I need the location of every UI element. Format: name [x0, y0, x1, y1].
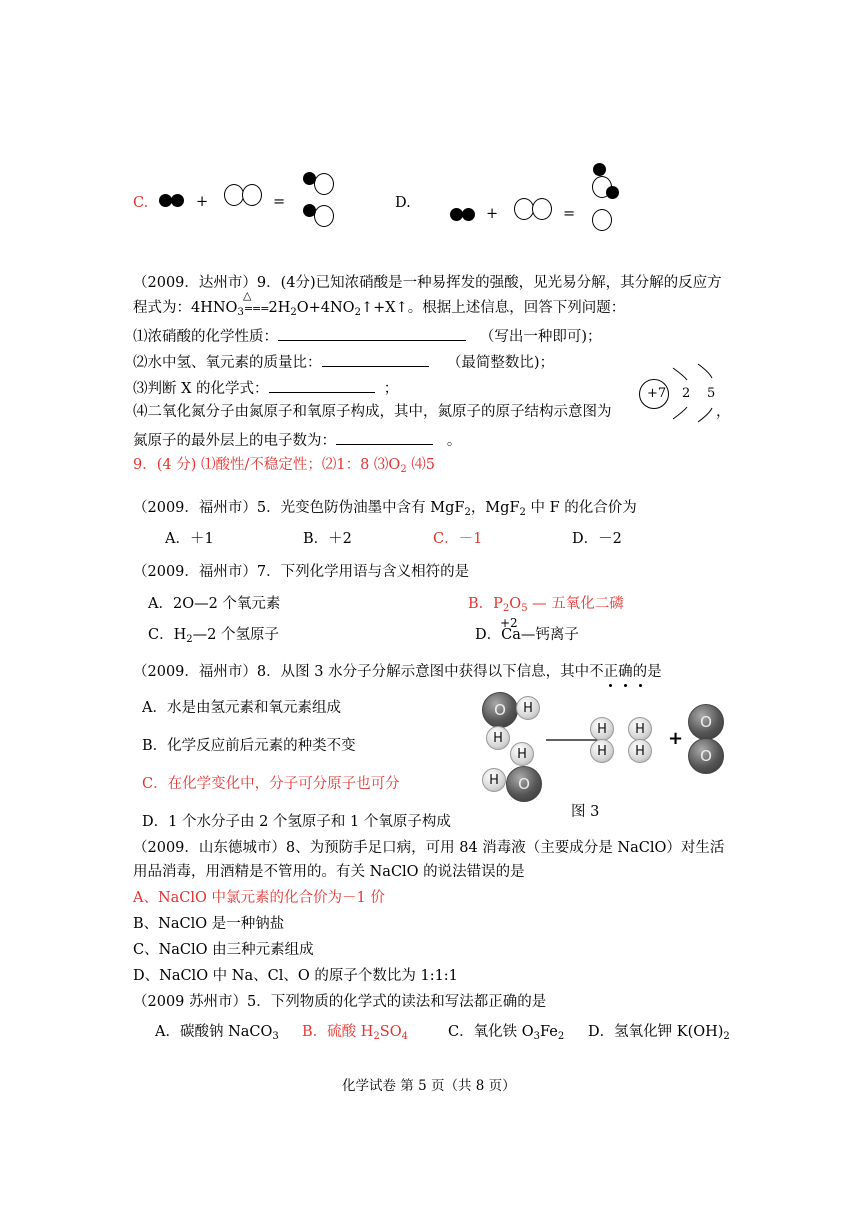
molecule-black-atom	[462, 208, 475, 221]
shell-1-electrons: 2	[682, 386, 691, 401]
molecule-open-atom	[592, 209, 612, 231]
option-a[interactable]: A．水是由氢元素和氧元素组成	[142, 700, 341, 716]
plus-sign: +	[668, 728, 684, 749]
nucleus-charge: +7	[647, 386, 667, 401]
molecule-open-atom	[514, 198, 534, 220]
molecule-black-atom	[303, 172, 316, 185]
option-d[interactable]: D、NaClO 中 Na、Cl、O 的原子个数比为 1:1:1	[133, 968, 458, 984]
molecule-open-atom	[314, 205, 334, 227]
option-a[interactable]: A．＋1	[165, 531, 214, 547]
equals-sign: =	[273, 194, 286, 210]
option-d[interactable]: D．Ca—钙离子	[475, 627, 579, 643]
water-decomposition-figure	[478, 686, 738, 802]
hydrogen-atom: H	[590, 717, 614, 741]
option-d[interactable]: D．氢氧化钾 $K(OH)_2$	[588, 1024, 730, 1042]
molecule-open-atom	[242, 184, 262, 206]
plus-sign: +	[196, 194, 209, 210]
option-b[interactable]: B．＋2	[303, 531, 352, 547]
option-b-correct[interactable]: B．$P_2O_5$ — 五氧化二磷	[468, 596, 624, 614]
nitrogen-atom-diagram	[636, 362, 722, 424]
question-stem: （2009．福州市）5．光变色防伪油墨中含有 MgF$_2$，MgF$_2$ 中 F 的化合价为	[133, 500, 637, 518]
question-stem: （2009．达州市）9．(4分)已知浓硝酸是一种易挥发的强酸，见光易分解，其分解的反应方	[133, 275, 722, 291]
hydrogen-atom: H	[628, 717, 652, 741]
molecule-open-atom	[532, 198, 552, 220]
hydrogen-atom: H	[482, 768, 506, 792]
option-b[interactable]: B、NaClO 是一种钠盐	[133, 916, 285, 932]
option-d[interactable]: D．－2	[572, 531, 622, 547]
option-a-correct[interactable]: A、NaClO 中氯元素的化合价为－1 价	[133, 890, 385, 906]
question-stem-line2: 用品消毒，用酒精是不管用的。有关 NaClO 的说法错误的是	[133, 864, 525, 880]
sub-question-4: ⑷二氧化氮分子由氮原子和氧原子构成，其中，氮原子的原子结构示意图为	[133, 404, 612, 420]
hydrogen-atom: H	[590, 739, 614, 763]
option-d[interactable]: D．1 个水分子由 2 个氢原子和 1 个氧原子构成	[142, 814, 451, 830]
question-stem: （2009 苏州市）5．下列物质的化学式的读法和写法都正确的是	[133, 994, 547, 1010]
option-a[interactable]: A．2O—2 个氧元素	[148, 596, 281, 612]
option-a[interactable]: A．碳酸钠 NaCO$_3$	[155, 1024, 279, 1042]
hydrogen-atom: H	[486, 726, 510, 750]
sub-question-4-line2: 氮原子的最外层上的电子数为： 。	[133, 430, 461, 450]
shell-2-electrons: 5	[707, 386, 716, 401]
sub-question-1: ⑴浓硝酸的化学性质： （写出一种即可)；	[133, 326, 601, 346]
heat-triangle: △	[243, 289, 252, 302]
sub-question-4-comma: ，	[716, 404, 731, 420]
sub-question-3: ⑶判断 X 的化学式： ；	[133, 378, 398, 398]
molecule-black-atom	[593, 163, 606, 176]
option-b[interactable]: B．化学反应前后元素的种类不变	[142, 738, 356, 754]
option-d-label: D.	[395, 195, 411, 211]
hydrogen-atom: H	[516, 696, 540, 720]
option-c[interactable]: C．$H_2—2$ 个氢原子	[148, 627, 279, 645]
answer-blank[interactable]	[336, 430, 433, 445]
sub-question-2: ⑵水中氢、氧元素的质量比： （最简整数比)；	[133, 352, 554, 372]
reaction-equation: 程式为：$4HNO_3===2H_2O+4NO_2↑+X↑$。根据上述信息，回答下列问题：	[133, 300, 626, 318]
page-footer: 化学试卷 第 5 页（共 8 页）	[342, 1078, 516, 1094]
answer-key-9: 9．(4 分) ⑴酸性/不稳定性；⑵1：8 $⑶O_2$ ⑷5	[133, 457, 436, 475]
figure-caption: 图 3	[571, 804, 600, 820]
molecule-black-atom	[171, 194, 184, 207]
answer-blank[interactable]	[278, 326, 466, 341]
answer-blank[interactable]	[322, 352, 429, 367]
plus-sign: +	[486, 206, 499, 222]
molecule-black-atom	[606, 186, 619, 199]
question-stem: （2009．福州市）7．下列化学用语与含义相符的是	[133, 564, 470, 580]
molecule-open-atom	[224, 184, 244, 206]
option-c-correct[interactable]: C．在化学变化中，分子可分原子也可分	[142, 776, 400, 792]
equals-sign: =	[563, 206, 576, 222]
hydrogen-atom: H	[510, 742, 534, 766]
option-c-correct[interactable]: C．－1	[433, 531, 483, 547]
option-b-correct[interactable]: B．硫酸 $H_2SO_4$	[302, 1024, 408, 1042]
option-c[interactable]: C、NaClO 由三种元素组成	[133, 942, 314, 958]
valence-superscript: +2	[500, 616, 518, 630]
molecule-open-atom	[314, 173, 334, 195]
oxygen-atom: O	[688, 704, 724, 740]
option-c-label: C.	[133, 195, 149, 211]
oxygen-atom: O	[482, 692, 518, 728]
molecule-black-atom	[303, 204, 316, 217]
hydrogen-atom: H	[628, 739, 652, 763]
oxygen-atom: O	[506, 766, 542, 802]
question-stem-line1: （2009．山东德城市）8、为预防手足口病，可用 84 消毒液（主要成分是 NaClO）对生活	[133, 840, 725, 856]
answer-blank[interactable]	[269, 378, 375, 393]
question-stem: （2009．福州市）8．从图 3 水分子分解示意图中获得以下信息，其中不正确的是	[133, 664, 662, 680]
electron-shell-arcs	[636, 362, 722, 424]
option-c[interactable]: C．氧化铁 $O_3Fe_2$	[448, 1024, 565, 1042]
oxygen-atom: O	[688, 738, 724, 774]
